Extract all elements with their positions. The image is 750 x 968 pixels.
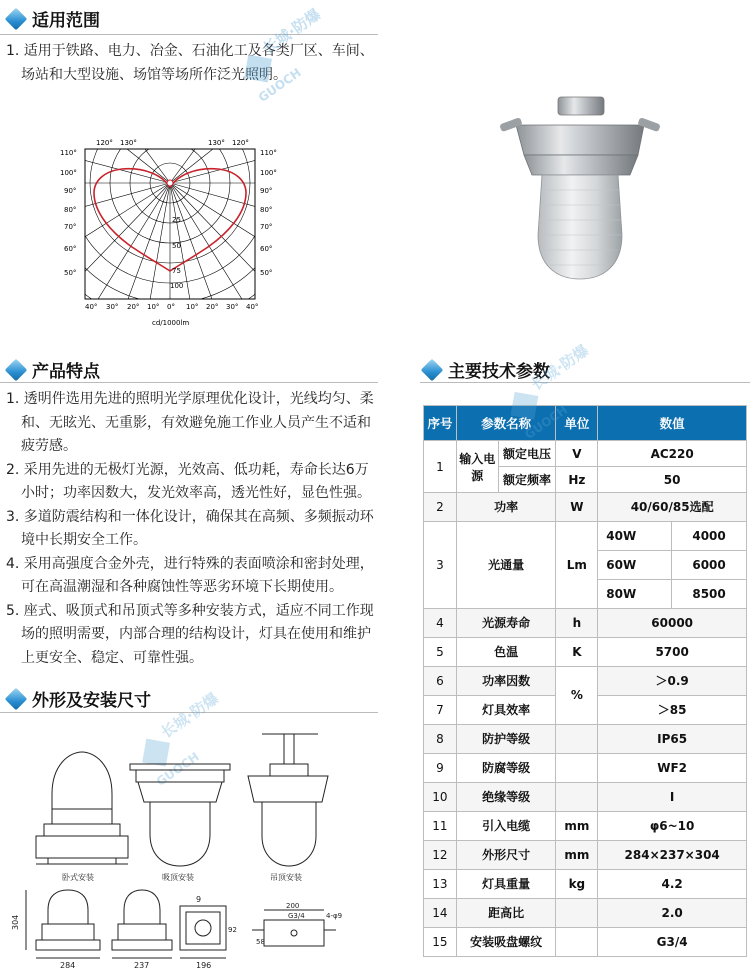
table-row bbox=[424, 637, 747, 666]
dim-label: 284 bbox=[60, 961, 76, 968]
dim-label: G3/4 bbox=[288, 912, 305, 920]
cell-flux: 8500 bbox=[672, 579, 747, 608]
cell-unit: K bbox=[556, 637, 598, 666]
cell-unit bbox=[556, 927, 598, 956]
cell-name: 色温 bbox=[456, 637, 556, 666]
cell-name: 引入电缆 bbox=[456, 811, 556, 840]
watermark-logo bbox=[470, 340, 620, 450]
angle-label: 110° bbox=[60, 149, 77, 157]
cell-unit: h bbox=[556, 608, 598, 637]
diamond-icon bbox=[421, 358, 444, 381]
watermark-cn: 长城·防爆 bbox=[157, 689, 222, 742]
cell-no: 6 bbox=[424, 666, 457, 695]
cell-value: 50 bbox=[598, 467, 747, 493]
angle-label: 130° bbox=[120, 139, 137, 147]
watermark-en: GUOCH bbox=[153, 749, 202, 789]
install-drawings bbox=[0, 724, 380, 968]
spec-table bbox=[423, 402, 747, 957]
angle-label: 130° bbox=[208, 139, 225, 147]
cell-unit bbox=[556, 898, 598, 927]
watermark-en: GUOCH bbox=[522, 402, 571, 442]
radial-label: 25 bbox=[172, 216, 181, 224]
cell-group: 输入电源 bbox=[456, 441, 498, 493]
table-row bbox=[424, 608, 747, 637]
dim-label: 304 bbox=[11, 914, 20, 930]
cell-value: 5700 bbox=[598, 637, 747, 666]
cell-name: 距高比 bbox=[456, 898, 556, 927]
angle-label: 110° bbox=[260, 149, 277, 157]
scope-line: 1. 适用于铁路、电力、冶金、石油化工及各类厂区、车间、 bbox=[6, 43, 374, 59]
cell-name: 功率 bbox=[456, 492, 556, 521]
cell-value: 2.0 bbox=[598, 898, 747, 927]
dim-label: 9 bbox=[196, 895, 202, 904]
angle-label: 60° bbox=[260, 245, 273, 253]
angle-label: 10° bbox=[147, 303, 160, 311]
features-text bbox=[6, 388, 374, 670]
radial-label: 50 bbox=[172, 242, 181, 250]
cell-value: 60000 bbox=[598, 608, 747, 637]
cell-no: 15 bbox=[424, 927, 457, 956]
cell-no: 14 bbox=[424, 898, 457, 927]
cell-value: IP65 bbox=[598, 724, 747, 753]
feature-line: 和、无眩光、无重影，有效避免施工作业人员产生不适和 bbox=[21, 414, 371, 431]
radial-label: 100 bbox=[170, 282, 184, 290]
header-cell: 序号 bbox=[424, 406, 457, 441]
cell-name: 防腐等级 bbox=[456, 753, 556, 782]
cell-unit: W bbox=[556, 492, 598, 521]
dim-label: 92 bbox=[228, 926, 237, 934]
light-distribution-diagram bbox=[52, 135, 292, 330]
feature-line: 上更安全、稳定、可靠性强。 bbox=[21, 649, 203, 666]
cell-value: φ6~10 bbox=[598, 811, 747, 840]
feature-line: 疲劳感。 bbox=[21, 438, 77, 454]
unit-label: cd/1000lm bbox=[152, 319, 190, 327]
dimension-top-drawing bbox=[180, 906, 226, 958]
feature-line: 4. 采用高强度合金外壳，进行特殊的表面喷涂和密封处理， bbox=[6, 555, 374, 572]
section-title-features bbox=[8, 357, 100, 382]
feature-line: 1. 透明件选用先进的照明光学原理优化设计，光线均匀、柔 bbox=[6, 391, 374, 407]
cell-power: 60W bbox=[598, 550, 672, 579]
angle-label: 40° bbox=[85, 303, 98, 311]
table-row bbox=[424, 753, 747, 782]
feature-line: 5. 座式、吸顶式和吊顶式等多种安装方式，适应不同工作现 bbox=[6, 602, 374, 619]
cell-no: 8 bbox=[424, 724, 457, 753]
cell-no: 5 bbox=[424, 637, 457, 666]
cell-name: 安装吸盘螺纹 bbox=[456, 927, 556, 956]
dimension-side-drawing bbox=[112, 890, 172, 958]
table-row bbox=[424, 927, 747, 956]
dim-label: 4-φ9 bbox=[326, 912, 343, 920]
angle-label: 30° bbox=[106, 303, 119, 311]
angle-label: 70° bbox=[64, 223, 77, 231]
diamond-icon bbox=[5, 687, 28, 710]
angle-label: 20° bbox=[206, 303, 219, 311]
watermark-cn: 长城·防爆 bbox=[527, 341, 592, 394]
cell-power: 40W bbox=[598, 521, 672, 550]
cell-flux: 6000 bbox=[672, 550, 747, 579]
feature-line: 3. 多道防震结构和一体化设计，确保其在高频、多频振动环 bbox=[6, 508, 374, 525]
cell-value: 40/60/85选配 bbox=[598, 492, 747, 521]
angle-label: 80° bbox=[64, 206, 77, 214]
section-title-scope bbox=[8, 6, 100, 31]
cell-no: 13 bbox=[424, 869, 457, 898]
cell-no: 9 bbox=[424, 753, 457, 782]
cell-unit: Lm bbox=[556, 521, 598, 608]
feature-line: 可在高温潮湿和各种腐蚀性等恶劣环境下长期使用。 bbox=[21, 579, 343, 595]
cell-name: 灯具重量 bbox=[456, 869, 556, 898]
lamp-photo bbox=[490, 95, 670, 295]
cell-flux: 4000 bbox=[672, 521, 747, 550]
watermark-en: GUOCH bbox=[255, 65, 304, 105]
dimension-front-drawing bbox=[26, 890, 100, 958]
cell-value: ＞85 bbox=[598, 695, 747, 724]
ceiling-mount-drawing bbox=[130, 764, 230, 866]
table-row bbox=[424, 898, 747, 927]
angle-label: 90° bbox=[64, 187, 77, 195]
watermark-cn: 长城·防爆 bbox=[259, 5, 324, 58]
feature-line: 2. 采用先进的无极灯光源，光效高、低功耗，寿命长达6万 bbox=[6, 461, 369, 478]
dim-label: 58 bbox=[256, 938, 265, 946]
angle-label: 0° bbox=[167, 303, 175, 311]
floor-mount-drawing bbox=[36, 752, 128, 864]
cell-value: Ⅰ bbox=[598, 782, 747, 811]
cell-value: ＞0.9 bbox=[598, 666, 747, 695]
angle-label: 70° bbox=[260, 223, 273, 231]
install-label: 吸顶安装 bbox=[162, 873, 194, 882]
specs-title: 主要技术参数 bbox=[448, 362, 550, 382]
scope-line: 场站和大型设施、场馆等场所作泛光照明。 bbox=[21, 66, 287, 83]
cell-no: 10 bbox=[424, 782, 457, 811]
install-label: 卧式安装 bbox=[62, 873, 94, 882]
cell-name: 防护等级 bbox=[456, 724, 556, 753]
cell-unit bbox=[556, 753, 598, 782]
cell-unit: % bbox=[556, 666, 598, 724]
cell-name: 灯具效率 bbox=[456, 695, 556, 724]
dim-label: 200 bbox=[286, 902, 300, 910]
table-row bbox=[424, 666, 747, 695]
features-title: 产品特点 bbox=[32, 362, 100, 382]
cell-name: 额定频率 bbox=[498, 467, 556, 493]
angle-label: 120° bbox=[232, 139, 249, 147]
cell-unit: mm bbox=[556, 840, 598, 869]
header-cell: 数值 bbox=[598, 406, 747, 441]
table-row bbox=[424, 492, 747, 521]
divider bbox=[0, 382, 378, 383]
pendant-mount-drawing bbox=[248, 734, 328, 866]
feature-line: 小时；功率因数大，发光效率高，透光性好，显色性强。 bbox=[21, 485, 371, 501]
cell-name: 额定电压 bbox=[498, 441, 556, 467]
diamond-icon bbox=[5, 358, 28, 381]
cell-value: AC220 bbox=[598, 441, 747, 467]
header-cell: 单位 bbox=[556, 406, 598, 441]
cell-unit: kg bbox=[556, 869, 598, 898]
cell-no: 2 bbox=[424, 492, 457, 521]
cell-unit bbox=[556, 782, 598, 811]
cell-no: 12 bbox=[424, 840, 457, 869]
feature-line: 场的照明需要，内部合理的结构设计，灯具在使用和维护 bbox=[21, 626, 371, 642]
cell-value: G3/4 bbox=[598, 927, 747, 956]
diamond-icon bbox=[5, 7, 28, 30]
cell-unit: V bbox=[556, 441, 598, 467]
cell-value: WF2 bbox=[598, 753, 747, 782]
angle-label: 20° bbox=[127, 303, 140, 311]
cell-unit bbox=[556, 724, 598, 753]
table-row bbox=[424, 840, 747, 869]
cell-value: 4.2 bbox=[598, 869, 747, 898]
angle-label: 60° bbox=[64, 245, 77, 253]
curve-center bbox=[167, 180, 173, 186]
cell-no: 4 bbox=[424, 608, 457, 637]
table-row bbox=[424, 521, 747, 550]
watermark-logo bbox=[222, 4, 332, 114]
angle-label: 30° bbox=[226, 303, 239, 311]
cell-unit: mm bbox=[556, 811, 598, 840]
angle-label: 40° bbox=[246, 303, 259, 311]
scope-title: 适用范围 bbox=[32, 11, 100, 31]
cell-value: 284×237×304 bbox=[598, 840, 747, 869]
cell-name: 光通量 bbox=[456, 521, 556, 608]
radial-label: 75 bbox=[172, 267, 181, 275]
table-row bbox=[424, 782, 747, 811]
cell-no: 1 bbox=[424, 441, 457, 493]
table-row bbox=[424, 724, 747, 753]
cell-power: 80W bbox=[598, 579, 672, 608]
header-cell: 参数名称 bbox=[456, 406, 556, 441]
angle-label: 90° bbox=[260, 187, 273, 195]
cell-no: 3 bbox=[424, 521, 457, 608]
angle-label: 80° bbox=[260, 206, 273, 214]
angle-label: 120° bbox=[96, 139, 113, 147]
angle-label: 100° bbox=[60, 169, 77, 177]
angle-label: 100° bbox=[260, 169, 277, 177]
cell-name: 绝缘等级 bbox=[456, 782, 556, 811]
angle-label: 50° bbox=[64, 269, 77, 277]
cell-no: 11 bbox=[424, 811, 457, 840]
angle-label: 50° bbox=[260, 269, 273, 277]
cell-name: 光源寿命 bbox=[456, 608, 556, 637]
cell-name: 功率因数 bbox=[456, 666, 556, 695]
table-row bbox=[424, 811, 747, 840]
cell-unit: Hz bbox=[556, 467, 598, 493]
install-title: 外形及安装尺寸 bbox=[32, 691, 151, 711]
dim-label: 196 bbox=[196, 961, 212, 968]
install-label: 吊顶安装 bbox=[270, 873, 302, 882]
angle-label: 10° bbox=[186, 303, 199, 311]
feature-line: 境中长期安全工作。 bbox=[21, 532, 147, 548]
table-row bbox=[424, 869, 747, 898]
dim-label: 237 bbox=[134, 961, 150, 968]
cell-name: 外形尺寸 bbox=[456, 840, 556, 869]
cell-no: 7 bbox=[424, 695, 457, 724]
